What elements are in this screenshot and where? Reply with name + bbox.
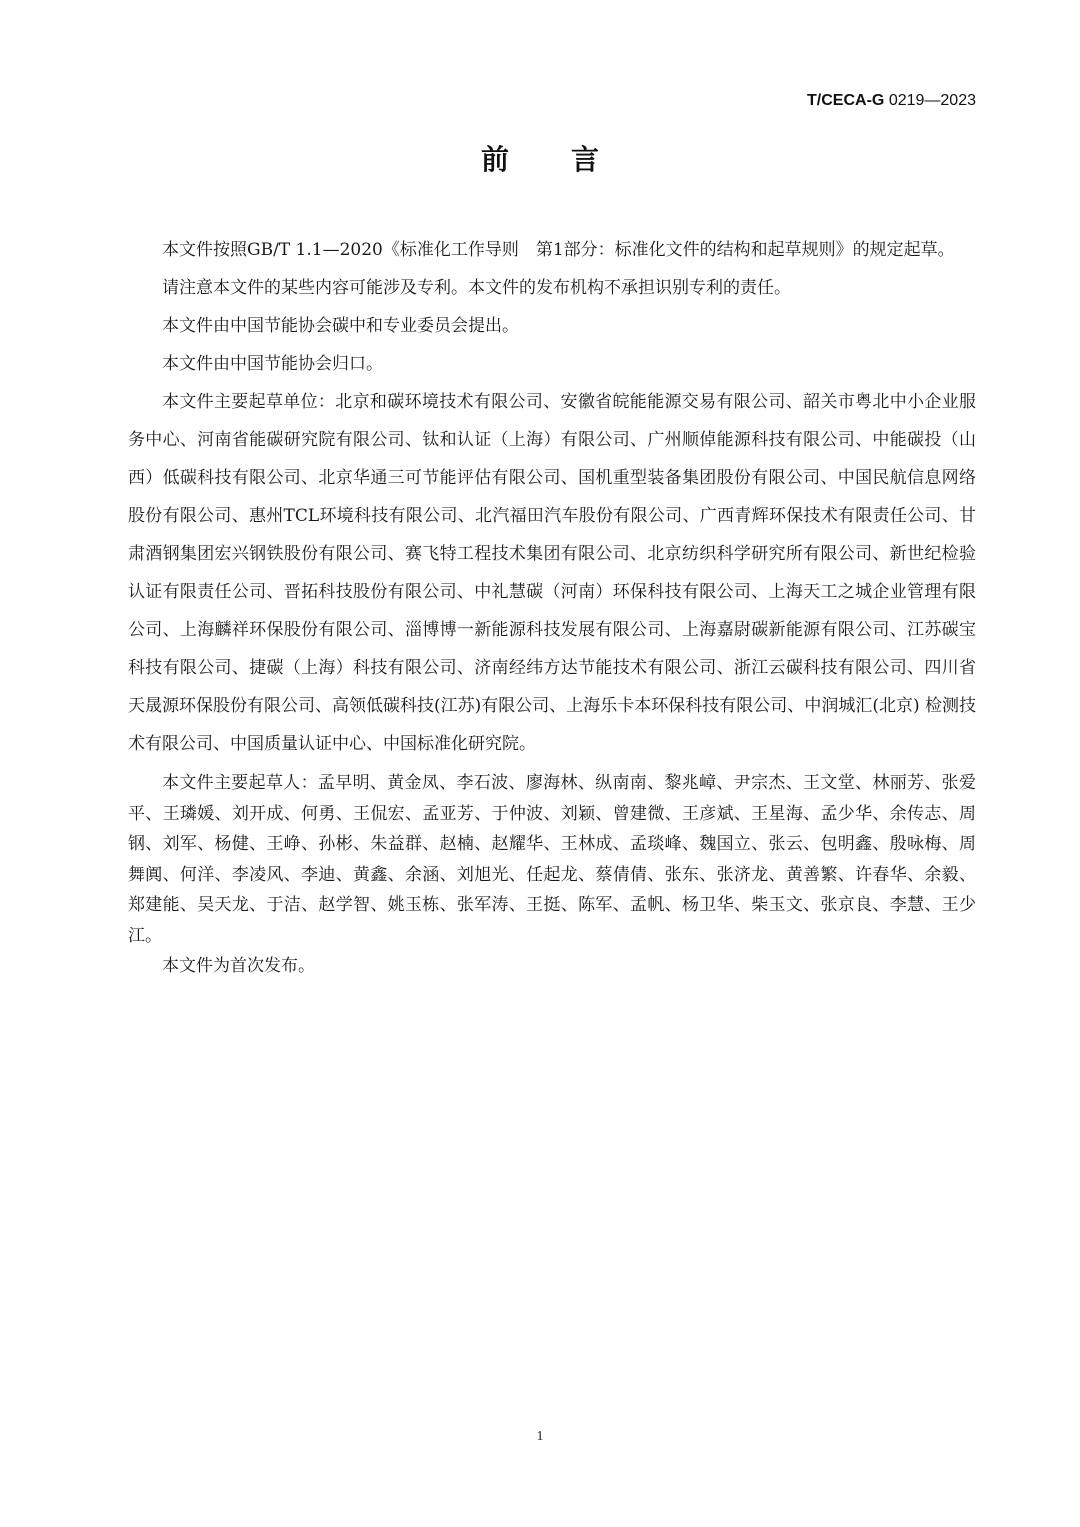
document-code [807,92,976,110]
page-number: 1 [536,1429,544,1444]
document-code-prefix: T/CECA-G [807,92,885,109]
page-title: 前言 [480,143,661,176]
document-code-number: 0219—2023 [888,92,976,109]
paragraph-proposer: 本文件由中国节能协会碳中和专业委员会提出。 [162,316,519,336]
paragraph-drafters: 本文件主要起草人：孟早明、黄金凤、李石波、廖海林、纵南南、黎兆嶂、尹宗杰、王文堂、林丽芳、张爱平、王璘媛、刘开成、何勇、王侃宏、孟亚芳、于仲波、刘颖、曾建微、王彦斌、王星海、孟少华、余传志、周钢、刘军、杨健、王峥、孙彬、朱益群、赵楠、赵耀华、王林成、孟琰峰、魏国立、张云、包明鑫、殷咏梅、周舞阗、何洋、李凌风、李迪、黄鑫、余涵、刘旭光、任起龙、蔡倩倩、张东、张济龙、黄善繁、许春华、余毅、郑建能、吴天龙、于洁、赵学智、姚玉栋、张军涛、王挺、陈军、孟帆、杨卫华、柴玉文、张京良、李慧、王少江。 [128,773,976,946]
paragraph-drafting-rules: 本文件按照GB/T 1.1—2020《标准化工作导则 第1部分：标准化文件的结构和起草规则》的规定起草。 [162,240,955,260]
document-body [128,231,976,982]
paragraph-drafting-units: 本文件主要起草单位：北京和碳环境技术有限公司、安徽省皖能能源交易有限公司、韶关市粤北中小企业服务中心、河南省能碳研究院有限公司、钛和认证（上海）有限公司、广州顺倬能源科技有限公司、中能碳投（山西）低碳科技有限公司、北京华通三可节能评估有限公司、国机重型装备集团股份有限公司、中国民航信息网络股份有限公司、惠州TCL环境科技有限公司、北汽福田汽车股份有限公司、广西青辉环保技术有限责任公司、甘肃酒钢集团宏兴钢铁股份有限公司、赛飞特工程技术集团有限公司、北京纺织科学研究所有限公司、新世纪检验认证有限责任公司、晋拓科技股份有限公司、中礼慧碳（河南）环保科技有限公司、上海天工之城企业管理有限公司、上海麟祥环保股份有限公司、淄博博一新能源科技发展有限公司、上海嘉尉碳新能源有限公司、江苏碳宝科技有限公司、捷碳（上海）科技有限公司、济南经纬方达节能技术有限公司、浙江云碳科技有限公司、四川省天晟源环保股份有限公司、高领低碳科技(江苏)有限公司、上海乐卡本环保科技有限公司、中润城汇(北京) 检测技术有限公司、中国质量认证中心、中国标准化研究院。 [128,392,976,754]
paragraph-patent-notice: 请注意本文件的某些内容可能涉及专利。本文件的发布机构不承担识别专利的责任。 [162,278,791,298]
paragraph-administrator: 本文件由中国节能协会归口。 [162,354,383,374]
paragraph-first-release: 本文件为首次发布。 [162,956,315,976]
